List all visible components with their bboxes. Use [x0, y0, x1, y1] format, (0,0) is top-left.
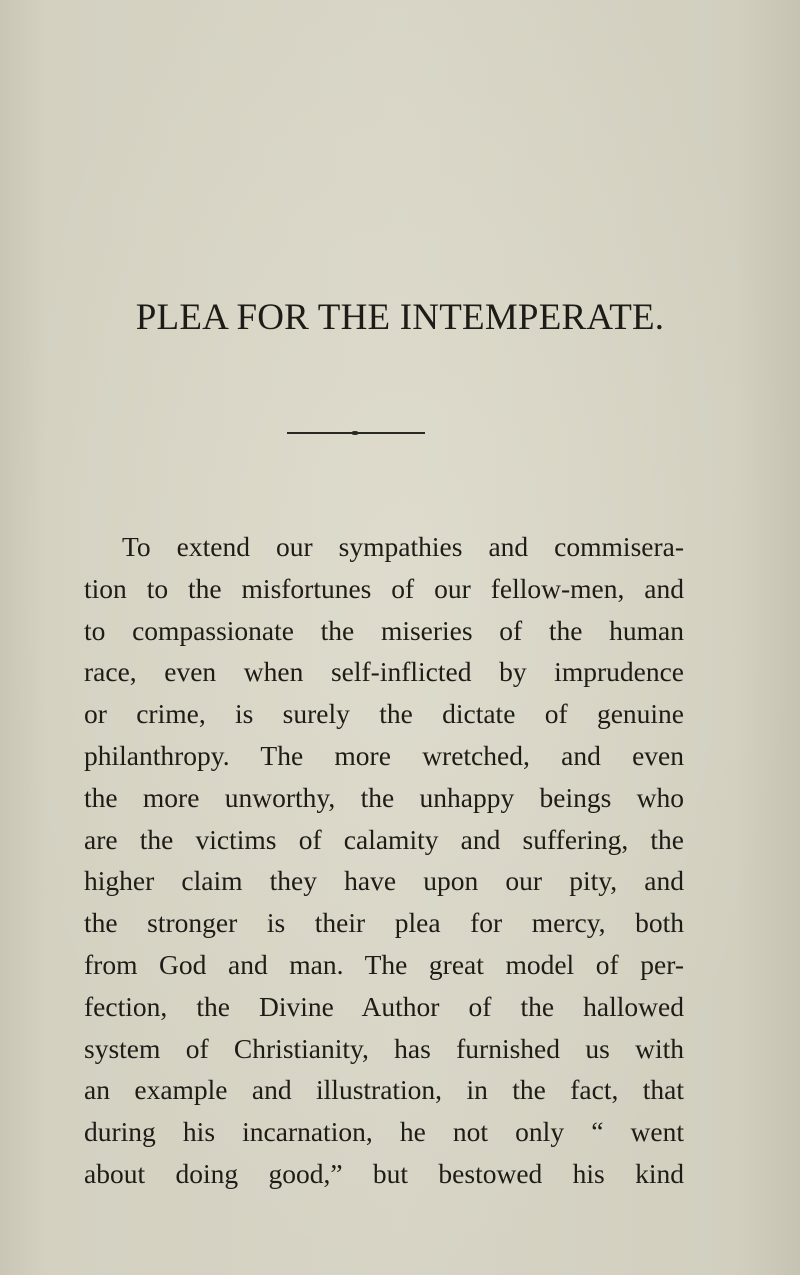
- text-line: are the victims of calamity and suffering, the: [84, 823, 684, 855]
- text-line: or crime, is surely the dictate of genuine: [84, 698, 684, 730]
- text-line: the more unworthy, the unhappy beings who: [84, 781, 684, 813]
- page-title: PLEA FOR THE INTEMPERATE.: [135, 297, 665, 338]
- text-line: To extend our sympathies and commisera-: [122, 531, 684, 562]
- text-line: during his incarnation, he not only “ went: [84, 1116, 684, 1148]
- text-line: system of Christianity, has furnished us with: [84, 1032, 684, 1064]
- text-line: higher claim they have upon our pity, and: [84, 865, 684, 897]
- ornamental-divider: [287, 432, 425, 434]
- text-line: the stronger is their plea for mercy, both: [84, 907, 684, 939]
- text-line: to compassionate the miseries of the human: [84, 614, 684, 646]
- text-line: philanthropy. The more wretched, and even: [84, 739, 684, 771]
- body-paragraph: [84, 526, 684, 1195]
- text-line: an example and illustration, in the fact, that: [84, 1074, 684, 1106]
- text-line: fection, the Divine Author of the hallowed: [84, 990, 684, 1022]
- text-line: about doing good,” but bestowed his kind: [84, 1157, 684, 1189]
- text-line: from God and man. The great model of per-: [84, 948, 684, 980]
- text-line: tion to the misfortunes of our fellow-men, and: [84, 572, 684, 604]
- text-line: race, even when self-inflicted by imprudence: [84, 656, 684, 688]
